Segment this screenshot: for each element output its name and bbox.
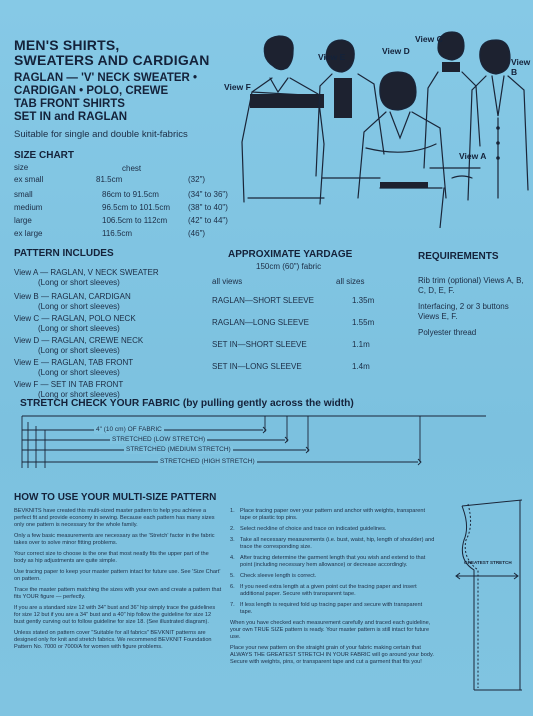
list-item: Interfacing, 2 or 3 buttons Views E, F. bbox=[418, 302, 509, 321]
pattern-diagram bbox=[448, 496, 530, 706]
figure-view-f bbox=[242, 36, 324, 204]
yardage-table bbox=[212, 296, 392, 372]
yardage-fabric: 150cm (60") fabric bbox=[256, 262, 322, 271]
howto-heading: HOW TO USE YOUR MULTI-SIZE PATTERN bbox=[14, 492, 217, 503]
howto-left-column: BEVKNITS have created this multi-sized master pattern to help you achieve a perfect fit and provide economy in sewing. Because each pattern has many sizes only one pattern is necessary for the whole family. Only a few basic measurements are necessary as the 'Stretch' factor in the fabric takes over to solve minor fitting problems. Your correct size to choose is the one that most neatly fits the upper part of the body as hip adjustments are quite simple. Use tracing paper to keep your master pattern intact for future use. See 'Size Chart' on pattern. Trace the master pattern matching the sizes with your own and create a pattern that fits YOUR figure — perfectly. If you are a standard size 12 with 34" bust and 36" hip simply trace the guidelines for size 12 but if you are a 34" bust and a 40" hip follow the guideline for size 12 bust gently curving out to follow guideline for size 18. (See illustrated diagram). Unless stated on pattern cover "Suitable for all fabrics" BEVKNIT patterns are designed only for knit and stretch fabrics. We recommend BEVKNIT Foundation Pattern No. 7000 or 7000/A for women with figure problems. bbox=[14, 508, 222, 650]
view-b-label: View B bbox=[511, 57, 531, 77]
list-item: Polyester thread bbox=[418, 328, 477, 337]
stretch-line-fabric: 4" (10 cm) OF FABRIC bbox=[96, 426, 162, 433]
list-item: View A — RAGLAN, V NECK SWEATER (Long or short sleeves) bbox=[14, 268, 159, 287]
size-chart-heading: SIZE CHART bbox=[14, 150, 74, 161]
style-line-3: TAB FRONT SHIRTS bbox=[14, 98, 125, 110]
size-row: large 106.5cm to 112cm (42" to 44") bbox=[14, 216, 228, 225]
suitable-text: Suitable for single and double knit-fabrics bbox=[14, 129, 188, 140]
yardage-row: SET IN—SHORT SLEEVE 1.1m bbox=[212, 340, 370, 349]
list-item: 5. Check sleeve length is correct. bbox=[230, 573, 317, 579]
stretch-heading: STRETCH CHECK YOUR FABRIC (by pulling gently across the width) bbox=[20, 398, 354, 409]
stretch-line-high: STRETCHED (HIGH STRETCH) bbox=[160, 458, 255, 465]
list-item: View F — SET IN TAB FRONT (Long or short sleeves) bbox=[14, 380, 124, 399]
style-line-4: SET IN and RAGLAN bbox=[14, 111, 128, 123]
style-line-2: CARDIGAN • POLO, CREWE bbox=[14, 85, 169, 97]
view-c-label: View C bbox=[415, 34, 443, 44]
yardage-col-views: all views bbox=[212, 277, 243, 286]
size-row: ex small 81.5cm (32") bbox=[14, 175, 206, 184]
list-item: Rib trim (optional) Views A, B, C, D, E, F. bbox=[418, 276, 524, 295]
yardage-row: RAGLAN—LONG SLEEVE 1.55m bbox=[212, 318, 375, 327]
style-list bbox=[14, 72, 224, 124]
yardage-row: RAGLAN—SHORT SLEEVE 1.35m bbox=[212, 296, 375, 305]
stretch-line-medium: STRETCHED (MEDIUM STRETCH) bbox=[126, 446, 231, 453]
fashion-illustration bbox=[230, 28, 530, 228]
yardage-col-sizes: all sizes bbox=[336, 277, 365, 286]
diagram-label: GREATEST STRETCH bbox=[464, 560, 512, 565]
list-item: View B — RAGLAN, CARDIGAN (Long or short sleeves) bbox=[14, 292, 131, 311]
list-item: 3. Take all necessary measurements (i.e. bust, waist, hip, length of shoulder) and trace the corresponding size. bbox=[230, 537, 435, 550]
howto-steps: 1. Place tracing paper over your pattern and anchor with weights, transparent tape or plastic top pins. 2. Select neckline of choice and trace on indicated guidelines. 3. Take all necessary measurements (i.e. bust, waist, hip, length of shoulder) and trace the corresponding size. 4. After tracing determine the garment length that you wish and extend to that point (including necessary hem allowance) or decrease accordingly. 5. Check sleeve length is correct. 6. If you need extra length at a given point cut the tracing paper and insert additional paper. Secure with transparent tape. 7. If less length is required fold up tracing paper and secure with transparent tape. When you have checked each measurement carefully and traced each guideline, your own TRUE SIZE pattern is ready. Your master pattern is still intact for future use. Place your new pattern on the straight grain of your fabric making certain that ALWAYS THE GREATEST STRETCH IN YOUR FABRIC will go around your body. Secure with weights, pins, or transparent tape and cut a garment that fits you! bbox=[230, 508, 435, 665]
view-e-label: View E bbox=[318, 52, 346, 62]
yardage-heading: APPROXIMATE YARDAGE bbox=[228, 249, 353, 260]
title-line-1: MEN'S SHIRTS, bbox=[14, 37, 120, 53]
list-item: 6. If you need extra length at a given point cut the tracing paper and insert additional paper. Secure with transparent tape. bbox=[230, 584, 417, 597]
view-f-label: View F bbox=[224, 82, 251, 92]
list-item: 2. Select neckline of choice and trace on indicated guidelines. bbox=[230, 526, 387, 532]
size-chart-table bbox=[14, 175, 234, 239]
pattern-includes-heading: PATTERN INCLUDES bbox=[14, 248, 114, 259]
view-a-label: View A bbox=[459, 151, 487, 161]
list-item: View C — RAGLAN, POLO NECK (Long or short sleeves) bbox=[14, 314, 136, 333]
style-line-1: RAGLAN — 'V' NECK SWEATER • bbox=[14, 72, 198, 84]
requirements-heading: REQUIREMENTS bbox=[418, 251, 499, 262]
list-item: 4. After tracing determine the garment length that you wish and extend to that point (including necessary hem allowance) or decrease accordingly. bbox=[230, 555, 426, 568]
pattern-includes-list bbox=[14, 268, 224, 400]
list-item: 7. If less length is required fold up tracing paper and secure with transparent tape. bbox=[230, 602, 423, 615]
list-item: View D — RAGLAN, CREWE NECK (Long or short sleeves) bbox=[14, 336, 144, 355]
list-item: View E — RAGLAN, TAB FRONT (Long or short sleeves) bbox=[14, 358, 134, 377]
stretch-line-low: STRETCHED (LOW STRETCH) bbox=[112, 436, 206, 443]
size-row: ex large 116.5cm (46") bbox=[14, 229, 206, 238]
title bbox=[14, 38, 224, 68]
size-row: small 86cm to 91.5cm (34" to 36") bbox=[14, 190, 228, 199]
requirements-list bbox=[418, 276, 526, 338]
size-col-header: size bbox=[14, 163, 29, 172]
view-d-label: View D bbox=[382, 46, 410, 56]
size-row: medium 96.5cm to 101.5cm (38" to 40") bbox=[14, 203, 228, 212]
yardage-row: SET IN—LONG SLEEVE 1.4m bbox=[212, 362, 370, 371]
figure-view-d bbox=[358, 72, 446, 198]
title-line-2: SWEATERS AND CARDIGAN bbox=[14, 52, 210, 68]
chest-col-header: chest bbox=[122, 164, 142, 173]
list-item: 1. Place tracing paper over your pattern and anchor with weights, transparent tape or plastic top pins. bbox=[230, 508, 426, 521]
